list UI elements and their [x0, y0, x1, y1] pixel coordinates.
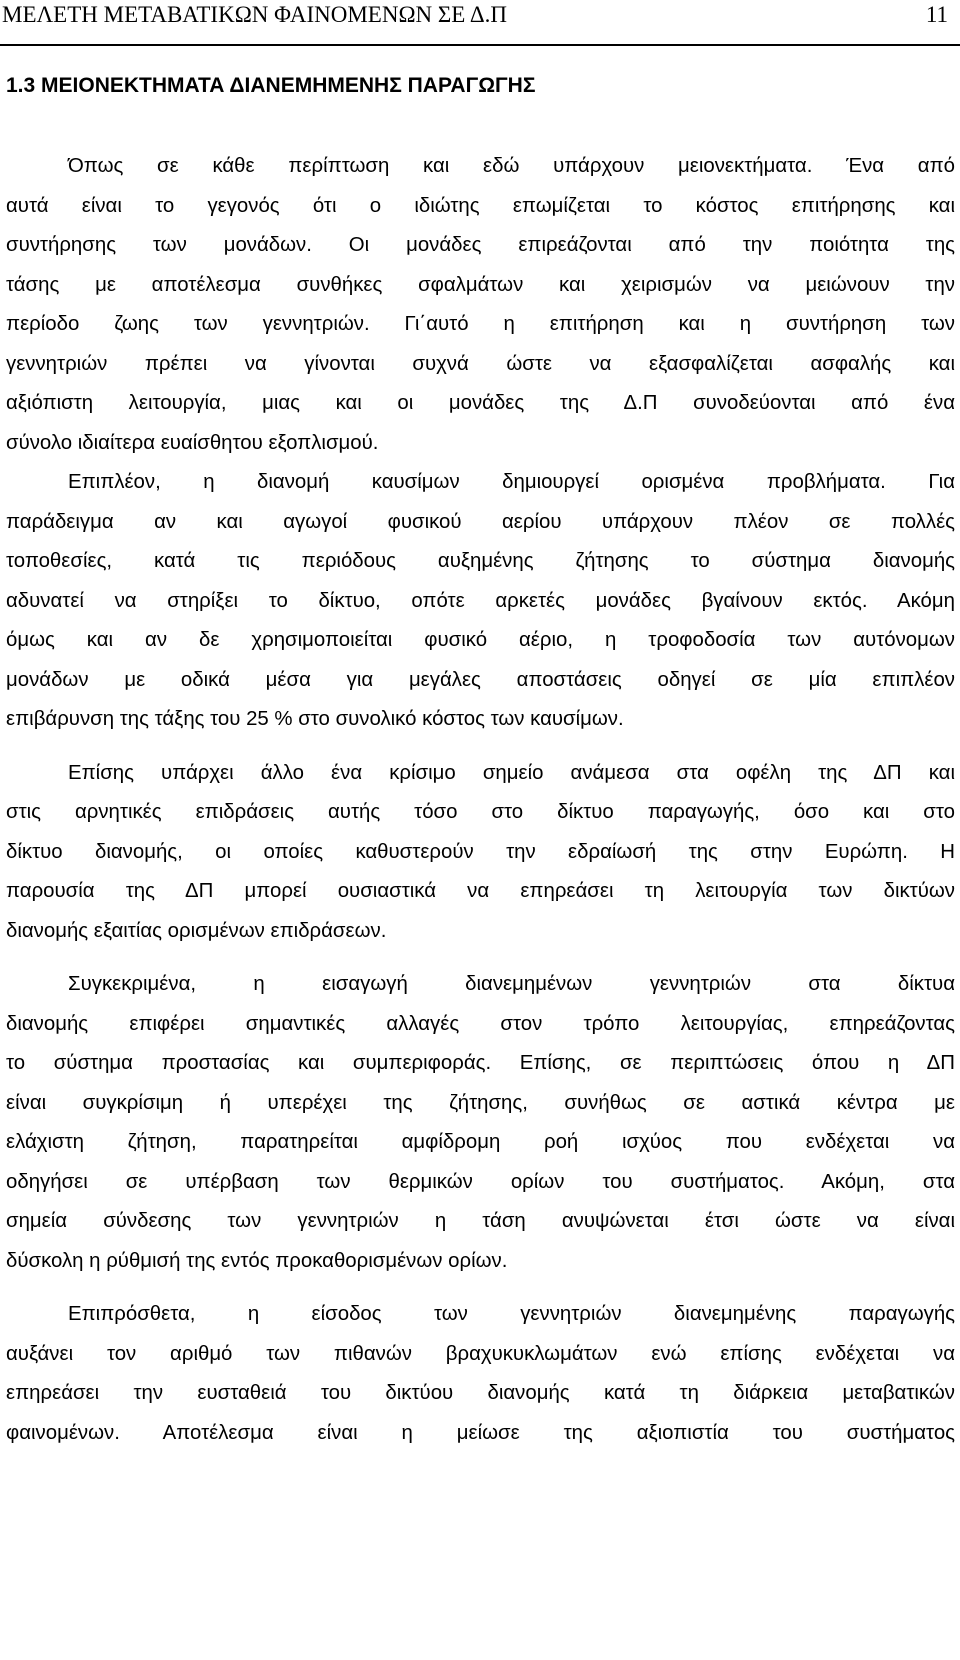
text-line: επιβάρυνση της τάξης του 25 % στο συνολικό κόστος των καυσίμων. [6, 708, 624, 730]
text-line: σύνολο ιδιαίτερα ευαίσθητου εξοπλισμού. [6, 431, 379, 454]
text-line: είναι συγκρίσιμη ή υπερέχει της ζήτησης, συνήθως σε αστικά κέντρα με [6, 1091, 955, 1114]
text-line: στις αρνητικές επιδράσεις αυτής τόσο στο δίκτυο παραγωγής, όσο και στο [6, 801, 955, 823]
text-line: περίοδο ζωης των γεννητριών. Γι΄αυτό η επιτήρηση και η συντήρηση των [6, 313, 955, 335]
paragraph [6, 463, 955, 740]
text-line: ελάχιστη ζήτηση, παρατηρείται αμφίδρομη ροή ισχύος που ενδέχεται να [6, 1131, 955, 1153]
text-line: Επίσης υπάρχει άλλο ένα κρίσιμο σημείο ανάμεσα στα οφέλη της ΔΠ και [68, 761, 955, 784]
paragraph [6, 965, 955, 1281]
text-line: δίκτυο διανομής, οι οποίες καθυστερούν την εδραίωσή της στην Ευρώπη. Η [6, 840, 955, 863]
paragraph [6, 1295, 955, 1453]
text-line: μονάδων με οδικά μέσα για μεγάλες αποστάσεις οδηγεί σε μία επιπλέον [6, 668, 955, 691]
text-line: τάσης με αποτέλεσμα συνθήκες σφαλμάτων και χειρισμών να μειώνουν την [6, 273, 955, 296]
text-line: Επιπλέον, η διανομή καυσίμων δημιουργεί ορισμένα προβλήματα. Για [68, 471, 955, 493]
text-line: γεννητριών πρέπει να γίνονται συχνά ώστε να εξασφαλίζεται ασφαλής και [6, 352, 955, 375]
text-line: παρουσία της ΔΠ μπορεί ουσιαστικά να επηρεάσει τη λειτουργία των δικτύων [6, 880, 955, 902]
body-text [6, 147, 955, 1453]
text-line: αδυνατεί να στηρίξει το δίκτυο, οπότε αρκετές μονάδες βγαίνουν εκτός. Ακόμη [6, 589, 955, 612]
text-line: Συγκεκριμένα, η εισαγωγή διανεμημένων γεννητριών στα δίκτυα [68, 973, 955, 995]
header-title: ΜΕΛΕΤΗ ΜΕΤΑΒΑΤΙΚΩΝ ΦΑΙΝΟΜΕΝΩΝ ΣΕ Δ.Π [2, 2, 507, 27]
running-header [0, 0, 960, 46]
text-line: το σύστημα προστασίας και συμπεριφοράς. Επίσης, σε περιπτώσεις όπου η ΔΠ [6, 1052, 955, 1074]
text-line: αυτά είναι το γεγονός ότι ο ιδιώτης επωμίζεται το κόστος επιτήρησης και [6, 194, 955, 217]
page-number: 11 [925, 2, 948, 27]
text-line: αυξάνει τον αριθμό των πιθανών βραχυκυκλωμάτων ενώ επίσης ενδέχεται να [6, 1342, 955, 1365]
section-heading: 1.3 ΜΕΙΟΝΕΚΤΗΜΑΤΑ ΔΙΑΝΕΜΗΜΕΝΗΣ ΠΑΡΑΓΩΓΗΣ [6, 74, 536, 97]
text-line: σημεία σύνδεσης των γεννητριών η τάση ανυψώνεται έτσι ώστε να είναι [6, 1210, 955, 1232]
paragraph [6, 147, 955, 463]
text-line: φαινομένων. Αποτέλεσμα είναι η μείωσε της αξιοπιστία του συστήματος [6, 1421, 955, 1444]
text-line: παράδειγμα αν και αγωγοί φυσικού αερίου υπάρχουν πλέον σε πολλές [6, 510, 955, 533]
text-line: δύσκολη η ρύθμισή της εντός προκαθορισμένων ορίων. [6, 1249, 508, 1272]
text-line: διανομής εξαιτίας ορισμένων επιδράσεων. [6, 919, 387, 942]
text-line: συντήρησης των μονάδων. Οι μονάδες επιρεάζονται από την ποιότητα της [6, 234, 955, 256]
paragraph [6, 754, 955, 952]
text-line: διανομής επιφέρει σημαντικές αλλαγές στον τρόπο λειτουργίας, επηρεάζοντας [6, 1012, 955, 1035]
text-line: επηρεάσει την ευσταθειά του δικτύου διανομής κατά τη διάρκεια μεταβατικών [6, 1382, 955, 1404]
text-line: όμως και αν δε χρησιμοποιείται φυσικό αέριο, η τροφοδοσία των αυτόνομων [6, 629, 955, 651]
text-line: αξιόπιστη λειτουργία, μιας και οι μονάδες της Δ.Π συνοδεύονται από ένα [6, 392, 955, 414]
text-line: Όπως σε κάθε περίπτωση και εδώ υπάρχουν μειονεκτήματα. Ένα από [68, 155, 955, 177]
text-line: Επιπρόσθετα, η είσοδος των γεννητριών διανεμημένης παραγωγής [68, 1303, 955, 1325]
text-line: οδηγήσει σε υπέρβαση των θερμικών ορίων του συστήματος. Ακόμη, στα [6, 1170, 955, 1193]
text-line: τοποθεσίες, κατά τις περιόδους αυξημένης ζήτησης το σύστημα διανομής [6, 550, 955, 572]
